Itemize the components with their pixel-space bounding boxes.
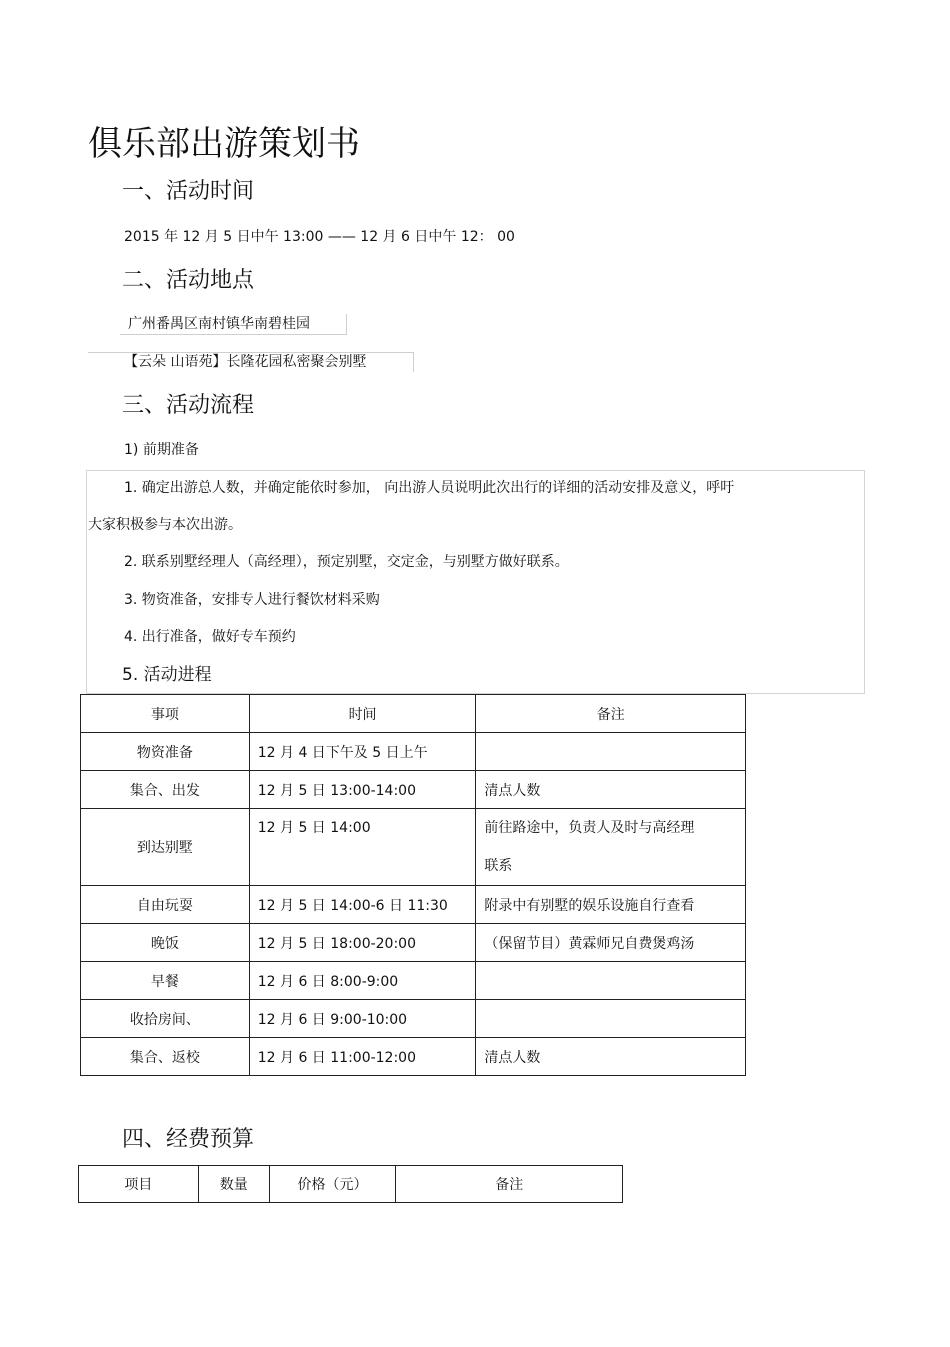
table-cell xyxy=(476,809,746,886)
table-cell: 集合、返校 xyxy=(81,1038,250,1076)
schedule-table xyxy=(80,694,746,1076)
table-cell: 集合、出发 xyxy=(81,771,250,809)
table-cell: 晚饭 xyxy=(81,924,250,962)
table-row xyxy=(81,771,746,809)
table-cell: 12 月 5 日 14:00-6 日 11:30 xyxy=(249,886,476,924)
section-heading-time: 一、活动时间 xyxy=(122,179,255,204)
location-line2: 【云朵 山语苑】长隆花园私密聚会别墅 xyxy=(124,354,367,370)
prep-frame xyxy=(86,470,865,694)
table-cell: 12 月 6 日 8:00-9:00 xyxy=(249,962,476,1000)
document-title: 俱乐部出游策划书 xyxy=(88,124,360,164)
location-line1: 广州番禺区南村镇华南碧桂园 xyxy=(128,316,310,332)
table-row xyxy=(81,809,746,886)
table-cell: 到达别墅 xyxy=(81,809,250,886)
table-row xyxy=(81,733,746,771)
header-cell: 事项 xyxy=(81,695,250,733)
table-cell: 附录中有别墅的娱乐设施自行查看 xyxy=(476,886,746,924)
activity-time-text: 2015 年 12 月 5 日中午 13:00 —— 12 月 6 日中午 12： 00 xyxy=(124,229,515,245)
table-cell: 自由玩耍 xyxy=(81,886,250,924)
table-cell xyxy=(476,1000,746,1038)
section-heading-budget: 四、经费预算 xyxy=(122,1127,255,1152)
table-cell: 收拾房间、 xyxy=(81,1000,250,1038)
table-cell: 12 月 5 日 18:00-20:00 xyxy=(249,924,476,962)
table-header-row xyxy=(79,1166,623,1203)
table-cell-text: 前往路途中，负责人及时与高经理 xyxy=(484,820,695,836)
section-heading-process: 三、活动流程 xyxy=(122,393,255,418)
prep-subheading: 1) 前期准备 xyxy=(124,442,199,458)
table-cell-text: 12 月 5 日 14:00 xyxy=(257,820,371,836)
prep-item-1: 1. 确定出游总人数，并确定能依时参加， 向出游人员说明此次出行的详细的活动安排及意义，呼吁 xyxy=(124,480,735,496)
prep-item-3: 3. 物资准备，安排专人进行餐饮材料采购 xyxy=(124,592,380,608)
budget-table xyxy=(78,1165,623,1203)
table-cell xyxy=(476,962,746,1000)
header-cell: 备注 xyxy=(396,1166,623,1203)
progress-subheading: 5. 活动进程 xyxy=(122,665,212,685)
table-cell: 清点人数 xyxy=(476,1038,746,1076)
header-cell: 价格（元） xyxy=(269,1166,396,1203)
table-row xyxy=(81,962,746,1000)
table-cell: 清点人数 xyxy=(476,771,746,809)
table-row xyxy=(81,886,746,924)
table-cell: （保留节目）黄霖师兄自费煲鸡汤 xyxy=(476,924,746,962)
table-cell: 12 月 6 日 9:00-10:00 xyxy=(249,1000,476,1038)
table-row xyxy=(81,924,746,962)
prep-item-2: 2. 联系别墅经理人（高经理），预定别墅，交定金，与别墅方做好联系。 xyxy=(124,554,569,570)
table-cell xyxy=(249,809,476,886)
table-cell: 12 月 4 日下午及 5 日上午 xyxy=(249,733,476,771)
header-cell: 项目 xyxy=(79,1166,199,1203)
table-cell: 早餐 xyxy=(81,962,250,1000)
table-cell-text: 联系 xyxy=(484,858,513,874)
table-cell: 物资准备 xyxy=(81,733,250,771)
section-heading-location: 二、活动地点 xyxy=(122,268,255,293)
table-header-row xyxy=(81,695,746,733)
prep-item-4: 4. 出行准备，做好专车预约 xyxy=(124,629,296,645)
table-cell: 12 月 5 日 13:00-14:00 xyxy=(249,771,476,809)
header-cell: 数量 xyxy=(198,1166,269,1203)
header-cell: 备注 xyxy=(476,695,746,733)
table-row xyxy=(81,1038,746,1076)
table-cell xyxy=(476,733,746,771)
prep-item-1-cont: 大家积极参与本次出游。 xyxy=(88,517,242,533)
table-row xyxy=(81,1000,746,1038)
header-cell: 时间 xyxy=(249,695,476,733)
table-cell: 12 月 6 日 11:00-12:00 xyxy=(249,1038,476,1076)
